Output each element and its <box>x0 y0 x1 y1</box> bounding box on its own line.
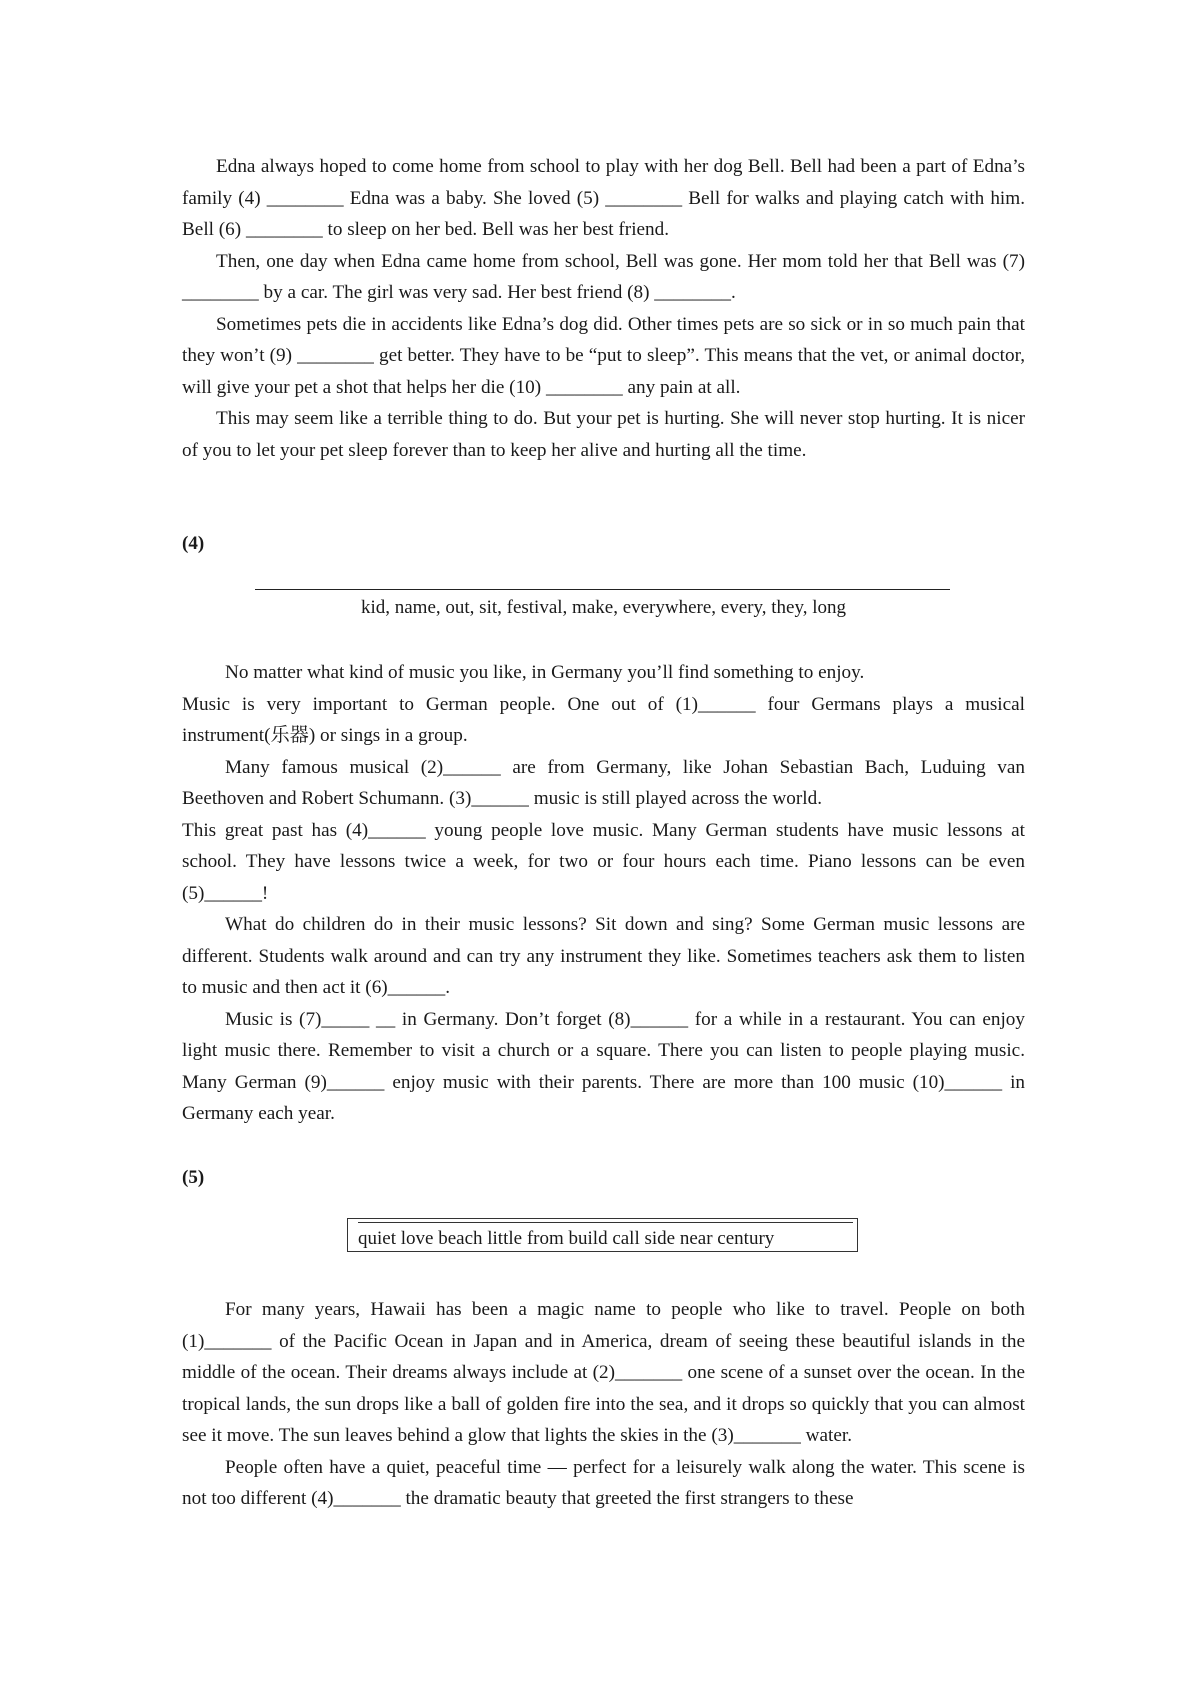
passage-edna <box>182 151 1025 466</box>
passage-germany-music <box>182 657 1025 1130</box>
passage-hawaii <box>182 1294 1025 1515</box>
paragraph: This may seem like a terrible thing to do. But your pet is hurting. She will never stop hurting. It is nicer of you to let your pet sleep forever than to keep her alive and hurting all the time. <box>182 408 1025 461</box>
paragraph: For many years, Hawaii has been a magic name to people who like to travel. People on both (1)_______ of the Pacific Ocean in Japan and in America, dream of seeing these beautiful islands in the middle of the ocean. Their dreams always include at (2)_______ one scene of a sunset over the ocean. In the tropical lands, the sun drops like a ball of golden fire into the sea, and it drops so quickly that you can almost see it move. The sun leaves behind a glow that lights the skies in the (3)_______ water. <box>182 1299 1025 1446</box>
paragraph: Music is (7)_____ __ in Germany. Don’t forget (8)______ for a while in a restaurant. You can enjoy light music there. Remember to visit a church or a square. There you can listen to people playing music. Many German (9)______ enjoy music with their parents. There are more than 100 music (10)______ in Germany each year. <box>182 1008 1025 1124</box>
paragraph: This great past has (4)______ young people love music. Many German students have music lessons at school. They have lessons twice a week, for two or four hours each time. Piano lessons can be even (5)______! <box>182 819 1025 904</box>
paragraph: Then, one day when Edna came home from school, Bell was gone. Her mom told her that Bell was (7) ________ by a car. The girl was very sad. Her best friend (8) ________. <box>182 250 1025 303</box>
paragraph: Sometimes pets die in accidents like Edna’s dog did. Other times pets are so sick or in so much pain that they won’t (9) ________ get better. They have to be “put to sleep”. This means that the vet, or animal doctor, will give your pet a shot that helps her die (10) ________ any pain at all. <box>182 313 1025 398</box>
paragraph: People often have a quiet, peaceful time — perfect for a leisurely walk along the water. This scene is not too different (4)_______ the dramatic beauty that greeted the first strangers to these <box>182 1456 1025 1509</box>
paragraph: What do children do in their music lessons? Sit down and sing? Some German music lessons are different. Students walk around and can try any instrument they like. Sometimes teachers ask them to listen to music and then act it (6)______. <box>182 914 1025 998</box>
section-4-label: (4) <box>182 533 205 554</box>
paragraph: Music is very important to German people. One out of (1)______ four Germans plays a musical instrument(乐器) or sings in a group. <box>182 693 1025 746</box>
word-bank-top-rule <box>358 1222 853 1223</box>
section-4-word-bank: kid, name, out, sit, festival, make, everywhere, every, they, long <box>360 597 847 618</box>
section-5-word-bank: quiet love beach little from build call side near century <box>358 1228 775 1249</box>
section-5-label: (5) <box>182 1167 205 1188</box>
paragraph: Many famous musical (2)______ are from Germany, like Johan Sebastian Bach, Luduing van Beethoven and Robert Schumann. (3)______ music is still played across the world. <box>182 756 1025 809</box>
paragraph: Edna always hoped to come home from school to play with her dog Bell. Bell had been a part of Edna’s family (4) ________ Edna was a baby. She loved (5) ________ Bell for walks and playing catch with him. Bell (6) ________ to sleep on her bed. Bell was her best friend. <box>182 156 1025 240</box>
word-bank-divider <box>255 589 950 590</box>
paragraph: No matter what kind of music you like, in Germany you’ll find something to enjoy. <box>225 662 865 683</box>
section-5-word-bank-box <box>347 1218 858 1252</box>
